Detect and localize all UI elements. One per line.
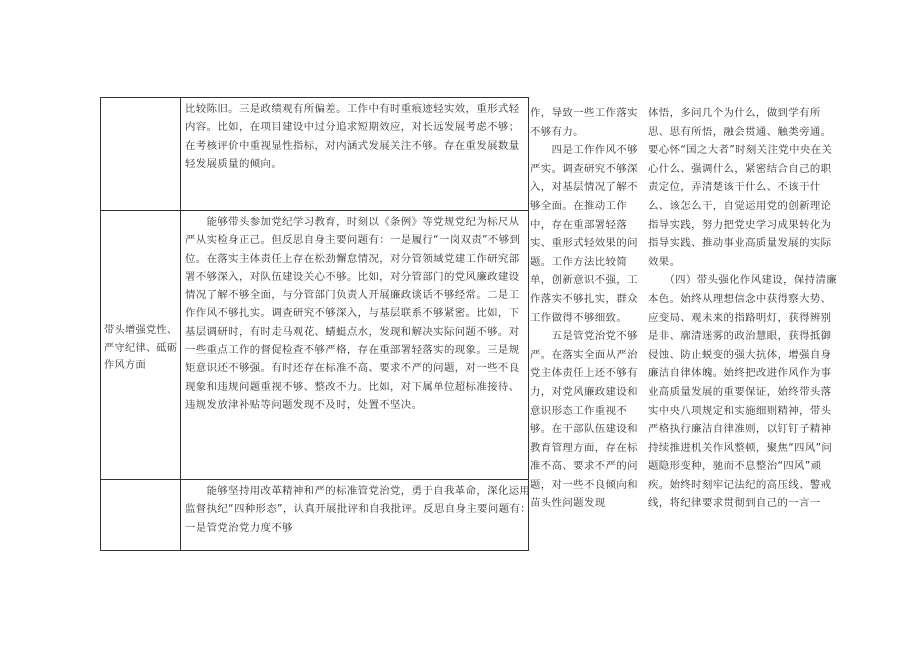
table-row-2-label: 带头增强党性、严守纪律、砥砺作风方面 [104, 325, 178, 371]
row-divider [101, 210, 528, 211]
row-divider [101, 479, 528, 480]
assessment-table [100, 97, 532, 551]
right-text-column: 体悟，多问几个为什么，做到学有所思、思有所悟，融会贯通、触类旁通。要心怀“国之大者”时刻关注党中央在关心什么、强调什么，紧密结合自己的职责定位，弄清楚该干什么、不该干什么、该怎么干，自觉运用党的创新理论指导实践，努力把党史学习成果转化为指导实践、推动事业高质量发展的实际效果。 （四）带头强化作风建设，保持清廉本色。始终从理想信念中获得察大势、应变局、观未来的指路明灯，获得辨别是非、廓清迷雾的政治慧眼，获得抵御侵蚀、防止蜕变的强大抗体，增强自身廉洁自律体魄。始终把改进作风作为事业高质量发展的重要保证，始终带头落实中央八项规定和实施细则精神，带头严格执行廉洁自律准则，以钉钉子精神持续推进机关作风整顿，聚焦“四风”问题隐形变种，驰而不息整治“四风”顽疾。始终时刻牢记法纪的高压线、警戒线，将纪律要求贯彻到自己的一言一 [648, 107, 838, 510]
table-row-3-content: 能够坚持用改革精神和严的标准管党治党，勇于自我革命，深化运用监督执纪“四种形态”，认真开展批评和自我批评。反思自身主要问题有：一是管党治党力度不够 [185, 485, 532, 534]
table-row-1-content: 比较陈旧。三是政绩观有所偏差。工作中有时重痕迹轻实效，重形式轻内容。比如，在项目建设中过分追求短期效应，对长远发展考虑不够；在考核评价中重视显性指标，对内涵式发展关注不够。存在重发展数量轻发展质量的倾向。 [185, 103, 520, 170]
column-divider [180, 98, 181, 550]
table-row-2-content: 能够带头参加党纪学习教育，时刻以《条例》等党规党纪为标尺从严从实检身正己。但反思自身主要问题有：一是履行“一岗双责”不够到位。在落实主体责任上存在松劲懈怠情况，对分管领域党建工作研究部署不够深入，对队伍建设关心不够。比如，对分管部门的党风廉政建设情况了解不够全面，与分管部门负责人开展廉政谈话不够经常。二是工作作风不够扎实。调查研究不够深入，与基层联系不够紧密。比如，下基层调研时，有时走马观花、蜻蜓点水，发现和解决实际问题不够。对一些重点工作的督促检查不够严格，存在重部署轻落实的现象。三是规矩意识还不够强。有时还存在标准不高、要求不严的问题，对一些不良现象和违规问题重视不够、整改不力。比如，对下属单位超标准接待、违规发放津补贴等问题发现不及时，处置不坚决。 [185, 216, 521, 411]
middle-text-column: 作，导致一些工作落实不够有力。 四是工作作风不够严实。调查研究不够深入，对基层情况了解不够全面。在推动工作中，存在重部署轻落实、重形式轻效果的问题。工作方法比较简单，创新意识不强，工作落实不够扎实，群众工作做得不够细致。 五是管党治党不够严。在落实全面从严治党主体责任上还不够有力，对党风廉政建设和意识形态工作重视不够。在干部队伍建设和教育管理方面，存在标准不高、要求不严的问题，对一些不良倾向和苗头性问题发现 [530, 107, 638, 510]
